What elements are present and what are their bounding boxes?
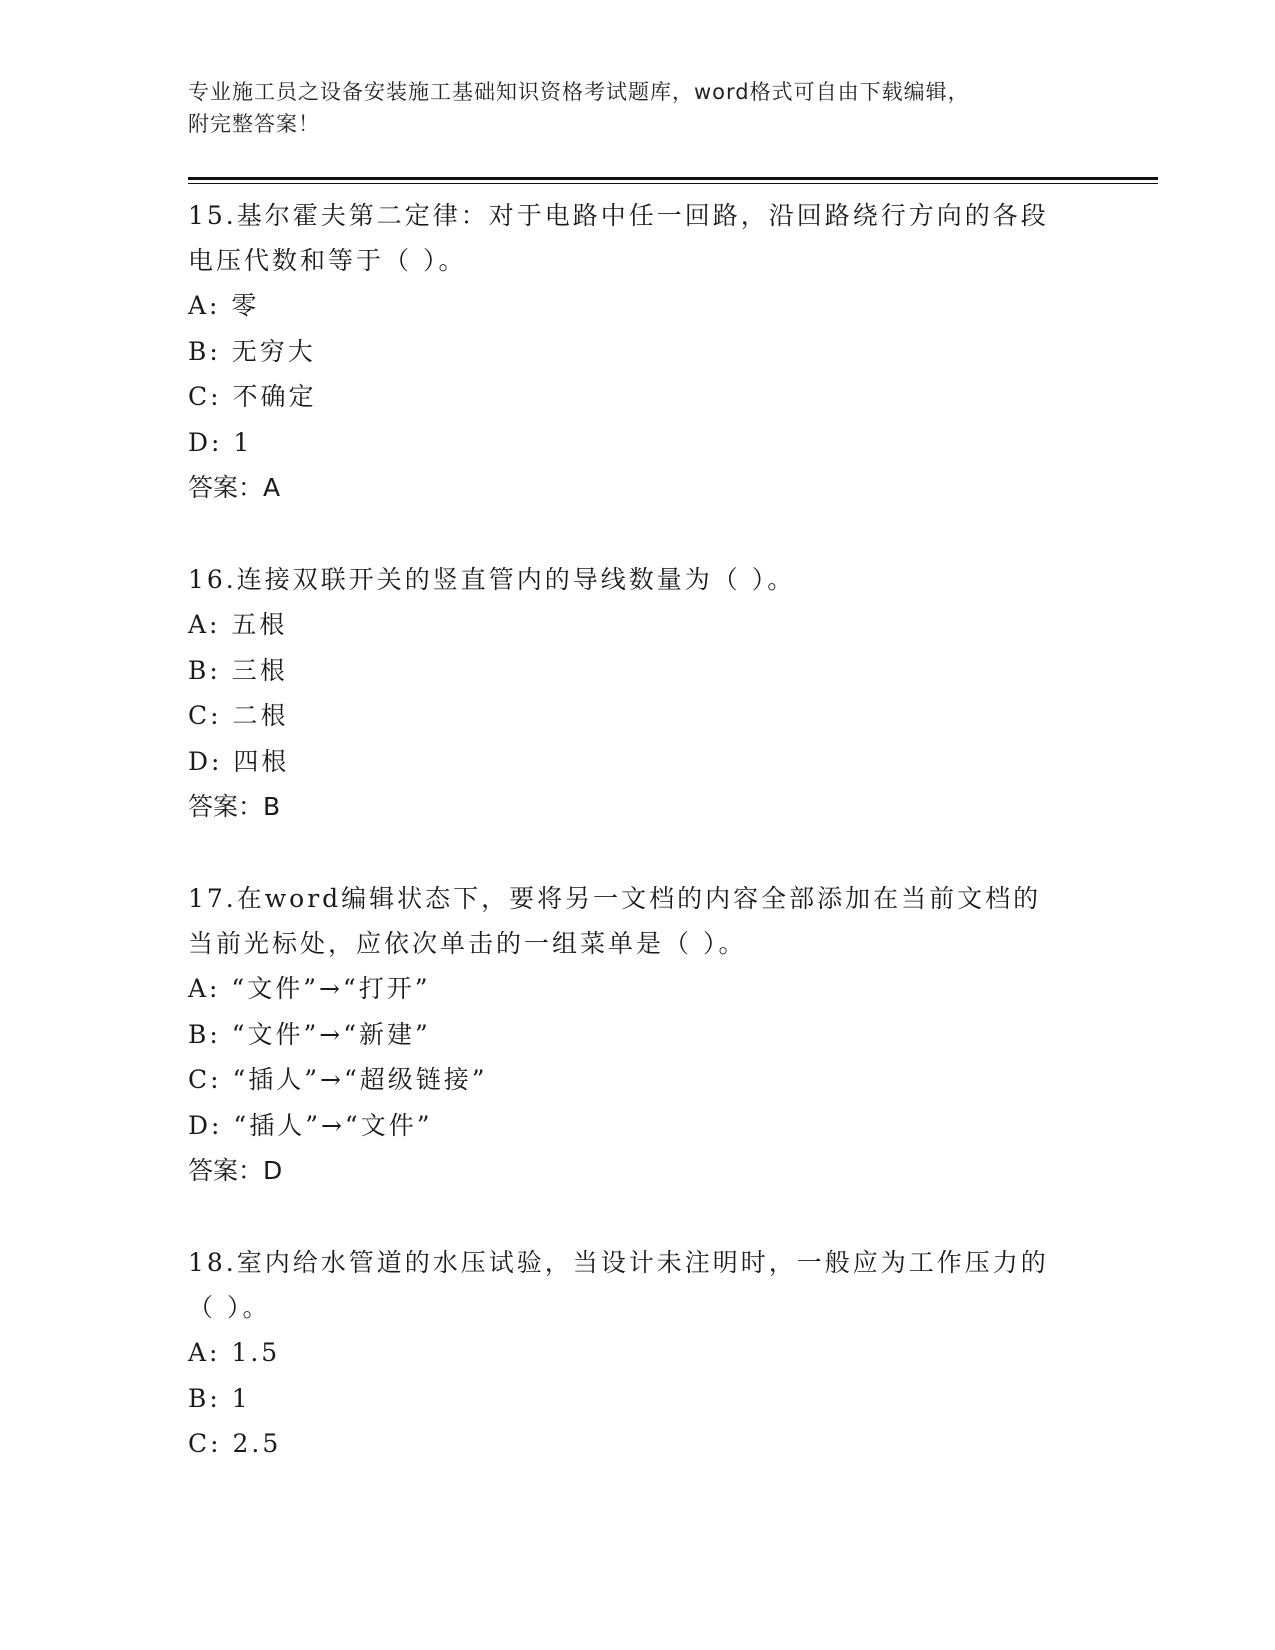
question-16 xyxy=(188,557,1088,830)
question-stem: 18.室内给水管道的水压试验，当设计未注明时，一般应为工作压力的（ ）。 xyxy=(188,1248,1049,1322)
option-b: B: “文件”→“新建” xyxy=(188,1019,431,1049)
document-header xyxy=(188,76,1088,140)
header-line-2: 附完整答案！ xyxy=(188,112,320,136)
question-stem: 17.在word编辑状态下，要将另一文档的内容全部添加在当前文档的当前光标处，应依次单击的一组菜单是（ ）。 xyxy=(188,884,1042,958)
answer-line: 答案：A xyxy=(188,473,281,502)
header-divider-thick xyxy=(188,177,1158,180)
option-c: C: 不确定 xyxy=(188,382,317,411)
option-b: B: 无穷大 xyxy=(188,336,316,366)
option-b: B: 三根 xyxy=(188,655,288,685)
option-a: A: 零 xyxy=(188,291,260,320)
answer-line: 答案：D xyxy=(188,1156,283,1185)
question-17 xyxy=(188,876,1088,1194)
question-stem: 15.基尔霍夫第二定律：对于电路中任一回路，沿回路绕行方向的各段电压代数和等于（ ）。 xyxy=(188,201,1049,275)
question-stem: 16.连接双联开关的竖直管内的导线数量为（ ）。 xyxy=(188,565,796,594)
question-spacer xyxy=(188,830,1088,876)
question-18 xyxy=(188,1240,1088,1467)
question-spacer xyxy=(188,511,1088,557)
option-d: D: 1 xyxy=(188,427,253,457)
question-spacer xyxy=(188,1194,1088,1240)
option-c: C: 二根 xyxy=(188,701,289,730)
answer-line: 答案：B xyxy=(188,792,281,821)
header-divider-thin xyxy=(188,183,1158,184)
option-b: B: 1 xyxy=(188,1383,251,1413)
option-c: C: 2.5 xyxy=(188,1429,282,1458)
option-a: A: 1.5 xyxy=(188,1338,281,1367)
option-d: D: “插人”→“文件” xyxy=(188,1110,433,1140)
question-list xyxy=(188,193,1088,1467)
option-a: A: “文件”→“打开” xyxy=(188,974,431,1003)
question-15 xyxy=(188,193,1088,511)
header-line-1: 专业施工员之设备安装施工基础知识资格考试题库，word格式可自由下载编辑， xyxy=(188,80,970,104)
option-a: A: 五根 xyxy=(188,610,288,639)
option-c: C: “插人”→“超级链接” xyxy=(188,1065,488,1094)
option-d: D: 四根 xyxy=(188,746,290,776)
